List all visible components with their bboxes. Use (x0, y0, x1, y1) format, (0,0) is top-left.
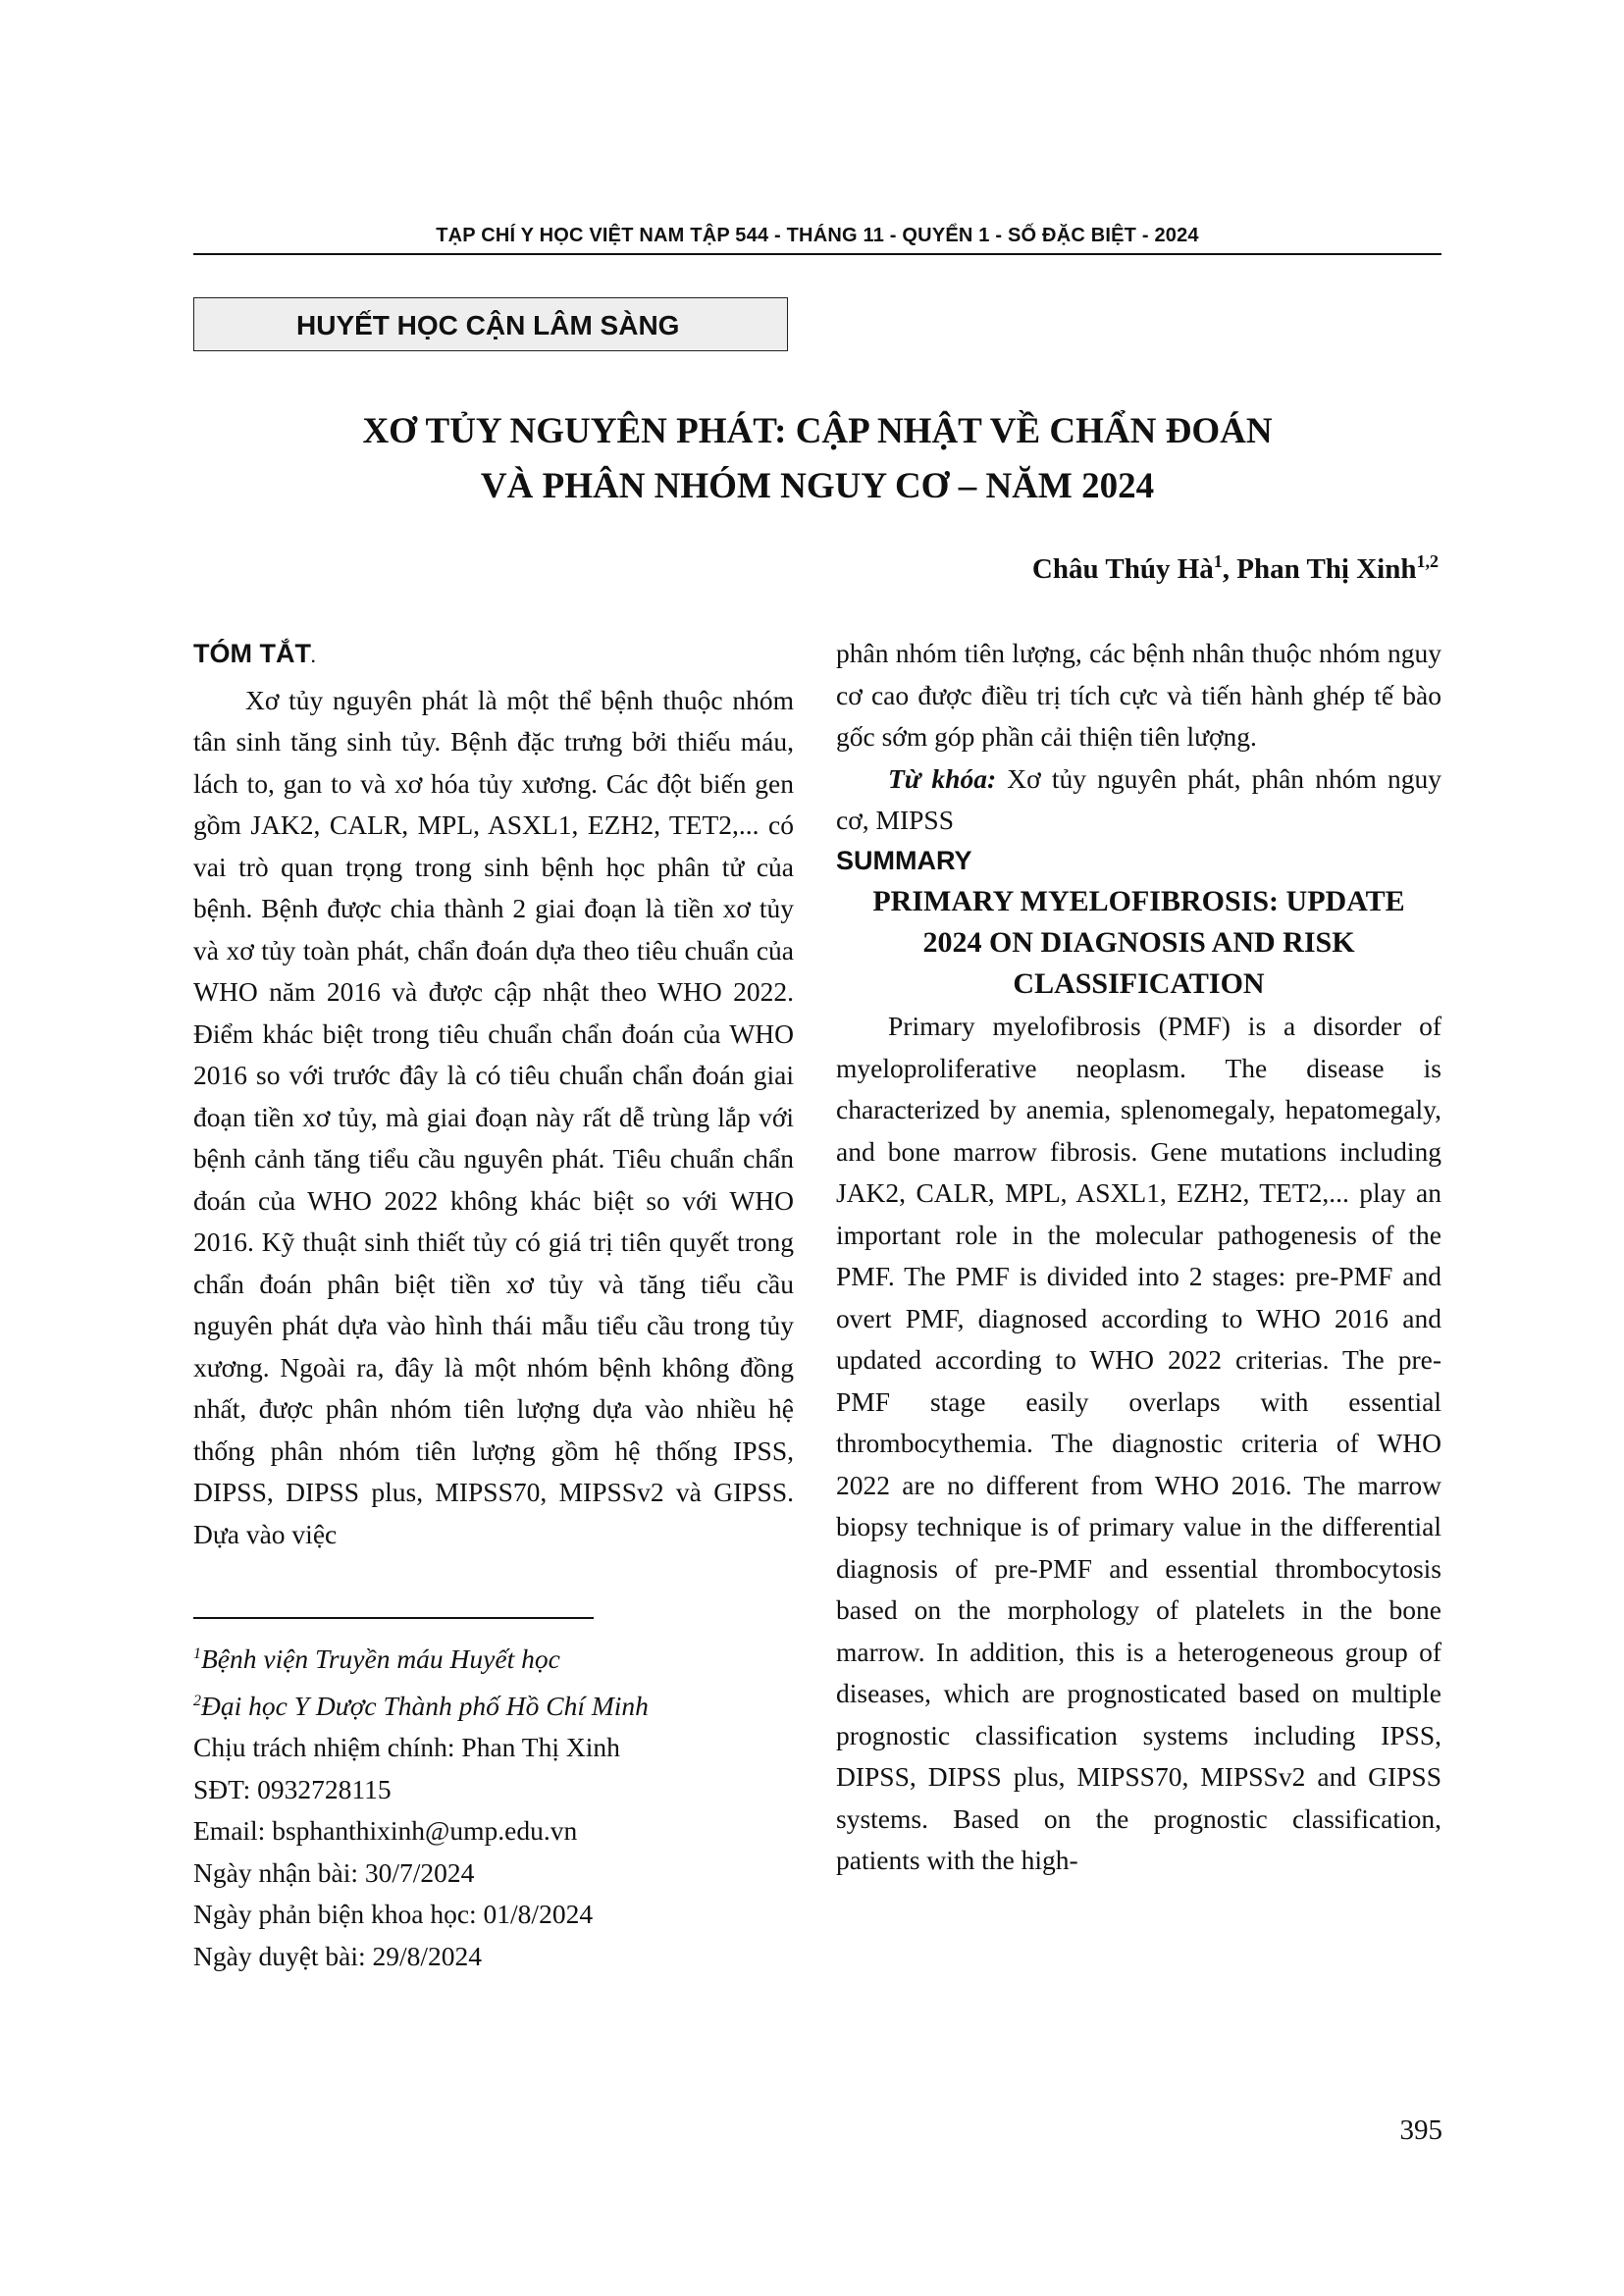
author-affiliation-marker: 1 (1213, 551, 1223, 571)
right-column (836, 633, 1441, 1882)
date-received: Ngày nhận bài: 30/7/2024 (193, 1856, 475, 1888)
article-title (193, 404, 1441, 514)
author-separator: , (1222, 553, 1237, 585)
email: Email: bsphanthixinh@ump.edu.vn (193, 1815, 578, 1846)
author-affiliation-marker: 1,2 (1416, 551, 1439, 571)
abstract-body-continued: phân nhóm tiên lượng, các bệnh nhân thuộc nhóm nguy cơ cao được điều trị tích cực và tiến hành ghép tế bào gốc sớm góp phần cải thiện tiên lượng. (836, 638, 1441, 752)
footnotes (193, 1634, 821, 1977)
page-number: 395 (1399, 2114, 1442, 2146)
affiliation-2: $^2$Đại học Y Dược Thành phố Hồ Chí Minh (193, 1690, 649, 1721)
phone: SĐT: 0932728115 (193, 1773, 392, 1804)
english-title (836, 881, 1441, 1005)
english-title-line-1: PRIMARY MYELOFIBROSIS: UPDATE (872, 885, 1405, 917)
date-reviewed: Ngày phản biện khoa học: 01/8/2024 (193, 1899, 594, 1929)
responsible-author: Chịu trách nhiệm chính: Phan Thị Xinh (193, 1732, 620, 1762)
abstract-heading: TÓM TẮT. (193, 639, 316, 668)
keywords-label: Từ khóa: (888, 762, 997, 794)
journal-header: TẠP CHÍ Y HỌC VIỆT NAM TẬP 544 - THÁNG 11 - QUYỂN 1 - SỐ ĐẶC BIỆT - 2024 (436, 225, 1199, 246)
keywords-text: Xơ tủy nguyên phát, phân nhóm nguy cơ, MIPSS (836, 762, 1441, 835)
summary-body: Primary myelofibrosis (PMF) is a disorder of myeloproliferative neoplasm. The disease is characterized by anemia, splenomegaly, hepatomegaly, and bone marrow fibrosis. Gene mutations including JAK2, CALR, MPL, ASXL1, EZH2, TET2,... play an important role in the molecular pathogenesis of the PMF. The PMF is divided into 2 stages: pre-PMF and overt PMF, diagnosed according to WHO 2016 and updated according to WHO 2022 criterias. The pre-PMF stage easily overlaps with essential thrombocythemia. The diagnostic criteria of WHO 2022 are no different from WHO 2016. The marrow biopsy technique is of primary value in the differential diagnosis of pre-PMF and essential thrombocytosis based on the morphology of platelets in the bone marrow. In addition, this is a heterogeneous group of diseases, which are prognosticated based on multiple prognostic classification systems including IPSS, DIPSS, DIPSS plus, MIPSS70, MIPSSv2 and GIPSS systems. Based on the prognostic classification, patients with the high- (836, 1011, 1441, 1875)
title-line-2: VÀ PHÂN NHÓM NGUY CƠ – NĂM 2024 (480, 466, 1155, 506)
footnote-divider (193, 1617, 594, 1619)
left-column (193, 633, 794, 1555)
abstract-body: Xơ tủy nguyên phát là một thể bệnh thuộc nhóm tân sinh tăng sinh tủy. Bệnh đặc trưng bởi thiếu máu, lách to, gan to và xơ hóa tủy xương. Các đột biến gen gồm JAK2, CALR, MPL, ASXL1, EZH2, TET2,... có vai trò quan trọng trong sinh bệnh học phân tử của bệnh. Bệnh được chia thành 2 giai đoạn là tiền xơ tủy và xơ tủy toàn phát, chẩn đoán dựa theo tiêu chuẩn của WHO năm 2016 và được cập nhật theo WHO 2022. Điểm khác biệt trong tiêu chuẩn chẩn đoán của WHO 2016 so với trước đây là có tiêu chuẩn chẩn đoán giai đoạn tiền xơ tủy, mà giai đoạn này rất dễ trùng lắp với bệnh cảnh tăng tiểu cầu nguyên phát. Tiêu chuẩn chẩn đoán của WHO 2022 không khác biệt so với WHO 2016. Kỹ thuật sinh thiết tủy có giá trị tiên quyết trong chẩn đoán phân biệt tiền xơ tủy và tăng tiểu cầu nguyên phát dựa vào hình thái mẫu tiểu cầu trong tủy xương. Ngoài ra, đây là một nhóm bệnh không đồng nhất, được phân nhóm tiên lượng dựa vào nhiều hệ thống phân nhóm tiên lượng gồm hệ thống IPSS, DIPSS, DIPSS plus, MIPSS70, MIPSSv2 và GIPSS. Dựa vào việc (193, 684, 794, 1549)
english-title-line-3: CLASSIFICATION (1013, 967, 1265, 1000)
author-name: Châu Thúy Hà (1031, 553, 1214, 585)
date-accepted: Ngày duyệt bài: 29/8/2024 (193, 1940, 483, 1971)
author-name: Phan Thị Xinh (1236, 553, 1417, 585)
section-label: HUYẾT HỌC CẬN LÂM SÀNG (193, 297, 788, 351)
affiliation-1: $^1$Bệnh viện Truyền máu Huyết học (193, 1644, 560, 1674)
title-line-1: XƠ TỦY NGUYÊN PHÁT: CẬP NHẬT VỀ CHẨN ĐOÁN (362, 411, 1273, 451)
summary-heading: SUMMARY (836, 845, 972, 875)
english-title-line-2: 2024 ON DIAGNOSIS AND RISK (922, 926, 1355, 959)
header-divider (193, 253, 1441, 255)
keywords (836, 758, 1441, 842)
author-list (1032, 551, 1439, 586)
